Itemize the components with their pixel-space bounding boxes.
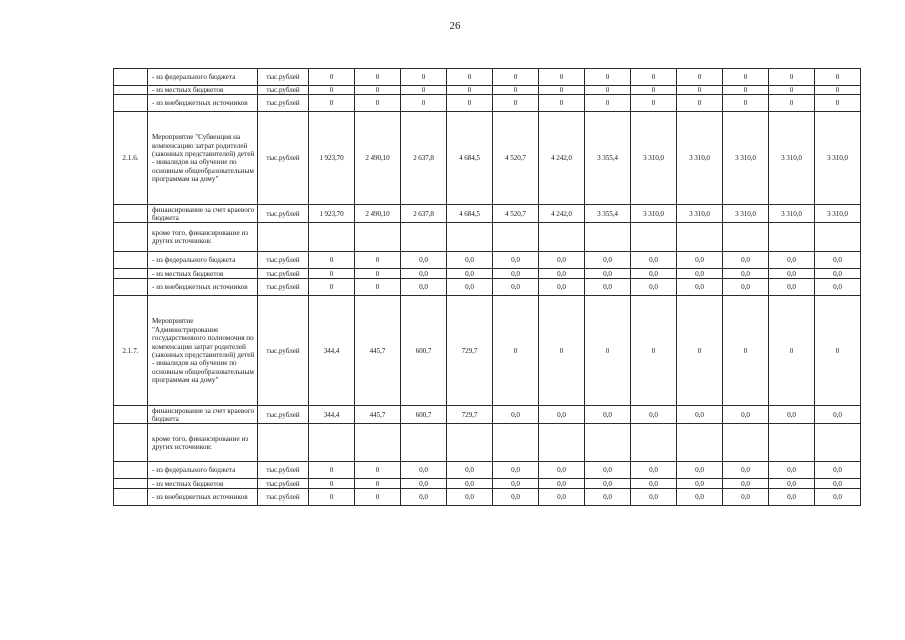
- value-cell: 2 637,8: [401, 205, 447, 223]
- value-cell: 4 242,0: [539, 205, 585, 223]
- value-cell: 0: [401, 95, 447, 112]
- item-number: [114, 462, 148, 479]
- value-cell: 0,0: [447, 279, 493, 296]
- value-cell: 0,0: [539, 462, 585, 479]
- value-cell: 3 310,0: [631, 205, 677, 223]
- value-cell: 0,0: [723, 479, 769, 489]
- value-cell: 0,0: [677, 406, 723, 424]
- value-cell: 0,0: [769, 269, 815, 279]
- value-cell: 0,0: [401, 279, 447, 296]
- value-cell: 0: [309, 269, 355, 279]
- value-cell: 3 310,0: [815, 205, 861, 223]
- value-cell: 3 310,0: [677, 112, 723, 205]
- unit-cell: [258, 223, 309, 252]
- item-name: Мероприятие "Субвенция на компенсацию затрат родителей (законных представителей) детей - инвалидов на обучение по основным общеобразовательным программам на дому": [148, 112, 258, 205]
- value-cell: [769, 223, 815, 252]
- value-cell: 0: [355, 489, 401, 506]
- table-row: [114, 112, 861, 205]
- value-cell: 0: [585, 95, 631, 112]
- value-cell: 729,7: [447, 406, 493, 424]
- item-name: - из внебюджетных источников: [148, 279, 258, 296]
- value-cell: 0,0: [585, 462, 631, 479]
- value-cell: 600,7: [401, 406, 447, 424]
- value-cell: 445,7: [355, 406, 401, 424]
- table-row: [114, 406, 861, 424]
- value-cell: [631, 424, 677, 462]
- value-cell: 0,0: [723, 462, 769, 479]
- value-cell: 0: [447, 95, 493, 112]
- value-cell: 0: [815, 296, 861, 406]
- value-cell: 0: [309, 279, 355, 296]
- value-cell: 0: [309, 86, 355, 95]
- value-cell: 0: [355, 479, 401, 489]
- value-cell: 0,0: [769, 252, 815, 269]
- value-cell: 0: [355, 69, 401, 86]
- value-cell: 0: [631, 95, 677, 112]
- value-cell: 0,0: [769, 489, 815, 506]
- value-cell: 1 923,70: [309, 205, 355, 223]
- value-cell: 0: [815, 69, 861, 86]
- value-cell: 0,0: [677, 462, 723, 479]
- value-cell: 600,7: [401, 296, 447, 406]
- item-name: финансирование за счет краевого бюджета: [148, 205, 258, 223]
- value-cell: [585, 223, 631, 252]
- value-cell: 0: [309, 479, 355, 489]
- unit-cell: [258, 424, 309, 462]
- value-cell: 0: [631, 296, 677, 406]
- value-cell: 4 520,7: [493, 205, 539, 223]
- value-cell: [309, 223, 355, 252]
- value-cell: 0,0: [815, 269, 861, 279]
- value-cell: 0: [309, 252, 355, 269]
- item-number: [114, 223, 148, 252]
- value-cell: 0,0: [677, 279, 723, 296]
- value-cell: 0,0: [723, 269, 769, 279]
- budget-table: [113, 68, 861, 506]
- value-cell: 0,0: [539, 252, 585, 269]
- value-cell: 0,0: [815, 462, 861, 479]
- value-cell: 0: [493, 95, 539, 112]
- unit-cell: тыс.рублей: [258, 489, 309, 506]
- value-cell: 0,0: [539, 269, 585, 279]
- value-cell: 0,0: [493, 489, 539, 506]
- item-name: кроме того, финансирование из других источников:: [148, 424, 258, 462]
- value-cell: [815, 424, 861, 462]
- value-cell: 0: [355, 252, 401, 269]
- value-cell: 0: [539, 69, 585, 86]
- value-cell: 0: [355, 279, 401, 296]
- value-cell: [401, 223, 447, 252]
- item-name: - из местных бюджетов: [148, 479, 258, 489]
- value-cell: 0,0: [769, 406, 815, 424]
- item-name: - из местных бюджетов: [148, 269, 258, 279]
- value-cell: [355, 424, 401, 462]
- value-cell: [677, 223, 723, 252]
- value-cell: 3 310,0: [769, 205, 815, 223]
- value-cell: 0,0: [401, 252, 447, 269]
- unit-cell: тыс.рублей: [258, 86, 309, 95]
- value-cell: 0: [769, 69, 815, 86]
- value-cell: 0,0: [815, 279, 861, 296]
- value-cell: 0,0: [723, 252, 769, 269]
- value-cell: 0,0: [723, 406, 769, 424]
- value-cell: 0: [585, 296, 631, 406]
- value-cell: 0,0: [585, 279, 631, 296]
- table-row: [114, 86, 861, 95]
- value-cell: 0,0: [539, 489, 585, 506]
- value-cell: 0: [493, 296, 539, 406]
- value-cell: 0: [769, 95, 815, 112]
- value-cell: 0,0: [447, 479, 493, 489]
- table-row: [114, 269, 861, 279]
- value-cell: 0: [631, 69, 677, 86]
- value-cell: [493, 424, 539, 462]
- value-cell: 4 684,5: [447, 112, 493, 205]
- value-cell: 0,0: [723, 279, 769, 296]
- unit-cell: тыс.рублей: [258, 252, 309, 269]
- value-cell: 3 310,0: [723, 205, 769, 223]
- item-number: [114, 406, 148, 424]
- value-cell: 0: [585, 69, 631, 86]
- table-row: [114, 95, 861, 112]
- unit-cell: тыс.рублей: [258, 462, 309, 479]
- value-cell: 0: [401, 86, 447, 95]
- value-cell: 0,0: [815, 252, 861, 269]
- value-cell: 0: [493, 86, 539, 95]
- value-cell: 0: [769, 296, 815, 406]
- value-cell: 445,7: [355, 296, 401, 406]
- value-cell: 0: [677, 95, 723, 112]
- value-cell: 0,0: [401, 462, 447, 479]
- value-cell: 0: [309, 69, 355, 86]
- table-row: [114, 479, 861, 489]
- item-name: финансирование за счет краевого бюджета: [148, 406, 258, 424]
- value-cell: 0,0: [401, 489, 447, 506]
- value-cell: 0: [723, 69, 769, 86]
- value-cell: 0: [355, 269, 401, 279]
- value-cell: 0: [447, 86, 493, 95]
- value-cell: [401, 424, 447, 462]
- table-row: [114, 424, 861, 462]
- item-number: [114, 489, 148, 506]
- value-cell: [769, 424, 815, 462]
- value-cell: 0,0: [723, 489, 769, 506]
- item-number: [114, 252, 148, 269]
- item-number: [114, 86, 148, 95]
- value-cell: 0: [815, 95, 861, 112]
- value-cell: 0,0: [539, 406, 585, 424]
- item-name: - из внебюджетных источников: [148, 489, 258, 506]
- value-cell: [815, 223, 861, 252]
- value-cell: 0: [539, 86, 585, 95]
- table-row: [114, 223, 861, 252]
- value-cell: 3 310,0: [677, 205, 723, 223]
- value-cell: 3 310,0: [631, 112, 677, 205]
- value-cell: 0,0: [585, 479, 631, 489]
- table-row: [114, 252, 861, 269]
- value-cell: 0,0: [631, 406, 677, 424]
- value-cell: 0,0: [769, 279, 815, 296]
- item-number: 2.1.7.: [114, 296, 148, 406]
- item-number: [114, 479, 148, 489]
- value-cell: 0,0: [401, 269, 447, 279]
- value-cell: 0,0: [631, 479, 677, 489]
- value-cell: [585, 424, 631, 462]
- item-number: 2.1.6.: [114, 112, 148, 205]
- value-cell: 0,0: [493, 406, 539, 424]
- value-cell: 0,0: [493, 479, 539, 489]
- value-cell: 4 684,5: [447, 205, 493, 223]
- value-cell: 0,0: [677, 489, 723, 506]
- value-cell: 0,0: [585, 406, 631, 424]
- value-cell: 0,0: [631, 462, 677, 479]
- value-cell: 0,0: [493, 462, 539, 479]
- value-cell: 0,0: [677, 252, 723, 269]
- page-number: 26: [449, 20, 461, 32]
- value-cell: 0: [677, 86, 723, 95]
- value-cell: 0,0: [631, 269, 677, 279]
- value-cell: 0,0: [585, 489, 631, 506]
- unit-cell: тыс.рублей: [258, 406, 309, 424]
- value-cell: 3 355,4: [585, 205, 631, 223]
- value-cell: [447, 223, 493, 252]
- item-number: [114, 279, 148, 296]
- value-cell: 0,0: [769, 462, 815, 479]
- table-row: [114, 489, 861, 506]
- table-row: [114, 279, 861, 296]
- value-cell: 0: [355, 86, 401, 95]
- value-cell: 0: [355, 95, 401, 112]
- value-cell: [723, 424, 769, 462]
- value-cell: 0: [401, 69, 447, 86]
- value-cell: 0: [309, 95, 355, 112]
- unit-cell: тыс.рублей: [258, 95, 309, 112]
- value-cell: 0,0: [447, 462, 493, 479]
- value-cell: 0,0: [539, 479, 585, 489]
- value-cell: [309, 424, 355, 462]
- item-number: [114, 69, 148, 86]
- value-cell: 0,0: [631, 279, 677, 296]
- value-cell: 2 490,10: [355, 205, 401, 223]
- value-cell: [723, 223, 769, 252]
- value-cell: 0,0: [585, 252, 631, 269]
- value-cell: 0,0: [677, 479, 723, 489]
- value-cell: 0: [723, 86, 769, 95]
- table-row: [114, 69, 861, 86]
- table-row: [114, 205, 861, 223]
- value-cell: 0: [309, 462, 355, 479]
- value-cell: 0: [539, 95, 585, 112]
- value-cell: 0: [447, 69, 493, 86]
- item-name: Мероприятие "Администрирование государственного полномочия по компенсации затрат родителей (законных представителей) детей - инвалидов на обучение по основным общеобразовательным программам на дому": [148, 296, 258, 406]
- value-cell: 3 355,4: [585, 112, 631, 205]
- value-cell: [355, 223, 401, 252]
- value-cell: [447, 424, 493, 462]
- value-cell: 0: [539, 296, 585, 406]
- value-cell: [493, 223, 539, 252]
- value-cell: 0: [769, 86, 815, 95]
- value-cell: 0,0: [447, 252, 493, 269]
- value-cell: [539, 223, 585, 252]
- value-cell: 0,0: [585, 269, 631, 279]
- item-name: - из федерального бюджета: [148, 69, 258, 86]
- unit-cell: тыс.рублей: [258, 479, 309, 489]
- item-name: - из внебюджетных источников: [148, 95, 258, 112]
- value-cell: [631, 223, 677, 252]
- value-cell: 0,0: [769, 479, 815, 489]
- unit-cell: тыс.рублей: [258, 296, 309, 406]
- item-number: [114, 269, 148, 279]
- value-cell: 0: [631, 86, 677, 95]
- value-cell: 0,0: [401, 479, 447, 489]
- value-cell: 0,0: [447, 269, 493, 279]
- value-cell: 1 923,70: [309, 112, 355, 205]
- table-row: [114, 296, 861, 406]
- value-cell: 0: [677, 69, 723, 86]
- value-cell: 344,4: [309, 406, 355, 424]
- value-cell: 4 520,7: [493, 112, 539, 205]
- value-cell: 0,0: [493, 252, 539, 269]
- unit-cell: тыс.рублей: [258, 205, 309, 223]
- value-cell: 0: [585, 86, 631, 95]
- item-number: [114, 424, 148, 462]
- value-cell: 0,0: [631, 252, 677, 269]
- value-cell: 0,0: [493, 269, 539, 279]
- value-cell: 344,4: [309, 296, 355, 406]
- value-cell: 0,0: [815, 489, 861, 506]
- value-cell: 0: [309, 489, 355, 506]
- table-row: [114, 462, 861, 479]
- item-name: - из местных бюджетов: [148, 86, 258, 95]
- item-name: - из федерального бюджета: [148, 252, 258, 269]
- item-number: [114, 205, 148, 223]
- value-cell: 0,0: [493, 279, 539, 296]
- unit-cell: тыс.рублей: [258, 112, 309, 205]
- value-cell: 0,0: [815, 479, 861, 489]
- value-cell: 0: [355, 462, 401, 479]
- unit-cell: тыс.рублей: [258, 279, 309, 296]
- value-cell: 0,0: [631, 489, 677, 506]
- value-cell: 0: [723, 95, 769, 112]
- value-cell: 3 310,0: [723, 112, 769, 205]
- value-cell: 0: [677, 296, 723, 406]
- item-name: - из федерального бюджета: [148, 462, 258, 479]
- value-cell: [677, 424, 723, 462]
- value-cell: 3 310,0: [815, 112, 861, 205]
- value-cell: 0: [723, 296, 769, 406]
- value-cell: 2 490,10: [355, 112, 401, 205]
- value-cell: 0,0: [815, 406, 861, 424]
- value-cell: 0,0: [539, 279, 585, 296]
- value-cell: [539, 424, 585, 462]
- value-cell: 0,0: [447, 489, 493, 506]
- unit-cell: тыс.рублей: [258, 69, 309, 86]
- item-number: [114, 95, 148, 112]
- value-cell: 0,0: [677, 269, 723, 279]
- value-cell: 4 242,0: [539, 112, 585, 205]
- value-cell: 0: [493, 69, 539, 86]
- value-cell: 3 310,0: [769, 112, 815, 205]
- unit-cell: тыс.рублей: [258, 269, 309, 279]
- value-cell: 0: [815, 86, 861, 95]
- value-cell: 2 637,8: [401, 112, 447, 205]
- value-cell: 729,7: [447, 296, 493, 406]
- item-name: кроме того, финансирование из других источников:: [148, 223, 258, 252]
